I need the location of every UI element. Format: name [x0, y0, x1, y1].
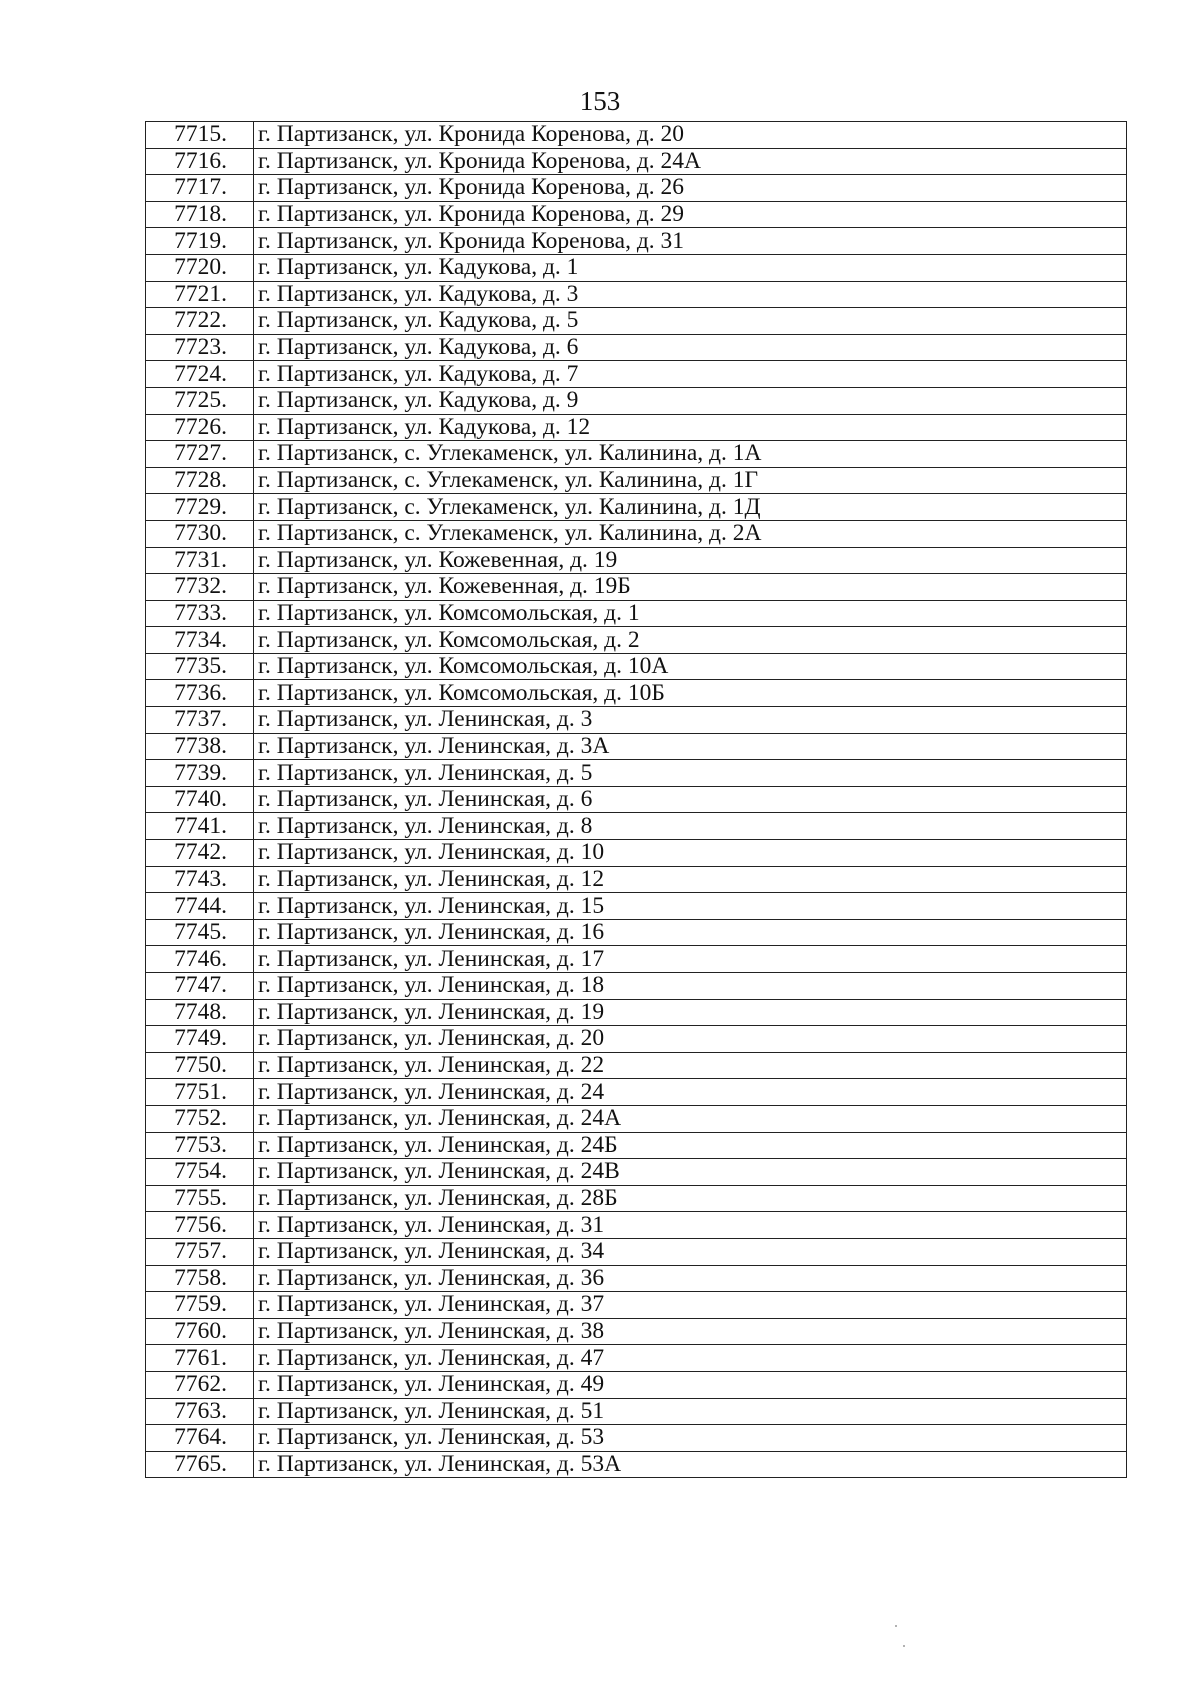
- address-cell: г. Партизанск, ул. Кронида Коренова, д. 24А: [254, 148, 1127, 175]
- address-cell: г. Партизанск, ул. Кадукова, д. 1: [254, 254, 1127, 281]
- table-row: [146, 148, 1127, 175]
- table-row: [146, 254, 1127, 281]
- table-row: [146, 919, 1127, 946]
- row-number-cell: 7748.: [146, 999, 254, 1026]
- table-row: [146, 1265, 1127, 1292]
- table-row: [146, 707, 1127, 734]
- row-number-cell: 7724.: [146, 361, 254, 388]
- address-cell: г. Партизанск, ул. Ленинская, д. 37: [254, 1292, 1127, 1319]
- row-number-cell: 7734.: [146, 627, 254, 654]
- address-cell: г. Партизанск, ул. Ленинская, д. 47: [254, 1345, 1127, 1372]
- address-cell: г. Партизанск, ул. Ленинская, д. 24Б: [254, 1132, 1127, 1159]
- row-number-cell: 7738.: [146, 733, 254, 760]
- table-row: [146, 441, 1127, 468]
- table-row: [146, 840, 1127, 867]
- page-number: 153: [579, 86, 621, 116]
- row-number-cell: 7758.: [146, 1265, 254, 1292]
- table-row: [146, 1132, 1127, 1159]
- address-cell: г. Партизанск, ул. Кожевенная, д. 19Б: [254, 574, 1127, 601]
- address-cell: г. Партизанск, с. Углекаменск, ул. Калинина, д. 1А: [254, 441, 1127, 468]
- table-row: [146, 813, 1127, 840]
- table-row: [146, 893, 1127, 920]
- table-row: [146, 175, 1127, 202]
- address-cell: г. Партизанск, ул. Кадукова, д. 7: [254, 361, 1127, 388]
- row-number-cell: 7741.: [146, 813, 254, 840]
- row-number-cell: 7720.: [146, 254, 254, 281]
- table-row: [146, 760, 1127, 787]
- address-cell: г. Партизанск, ул. Ленинская, д. 34: [254, 1238, 1127, 1265]
- address-cell: г. Партизанск, ул. Ленинская, д. 28Б: [254, 1185, 1127, 1212]
- row-number-cell: 7764.: [146, 1425, 254, 1452]
- row-number-cell: 7735.: [146, 653, 254, 680]
- address-table: [145, 121, 1127, 1478]
- row-number-cell: 7721.: [146, 281, 254, 308]
- table-row: [146, 1079, 1127, 1106]
- table-row: [146, 520, 1127, 547]
- row-number-cell: 7745.: [146, 919, 254, 946]
- address-cell: г. Партизанск, ул. Ленинская, д. 16: [254, 919, 1127, 946]
- row-number-cell: 7747.: [146, 973, 254, 1000]
- address-cell: г. Партизанск, ул. Ленинская, д. 3А: [254, 733, 1127, 760]
- address-cell: г. Партизанск, с. Углекаменск, ул. Калинина, д. 1Г: [254, 467, 1127, 494]
- table-row: [146, 1371, 1127, 1398]
- table-row: [146, 201, 1127, 228]
- table-row: [146, 547, 1127, 574]
- row-number-cell: 7727.: [146, 441, 254, 468]
- row-number-cell: 7737.: [146, 707, 254, 734]
- table-row: [146, 973, 1127, 1000]
- row-number-cell: 7731.: [146, 547, 254, 574]
- row-number-cell: 7719.: [146, 228, 254, 255]
- address-cell: г. Партизанск, ул. Ленинская, д. 53А: [254, 1451, 1127, 1478]
- table-row: [146, 308, 1127, 335]
- row-number-cell: 7733.: [146, 600, 254, 627]
- table-row: [146, 334, 1127, 361]
- row-number-cell: 7728.: [146, 467, 254, 494]
- address-cell: г. Партизанск, ул. Ленинская, д. 22: [254, 1052, 1127, 1079]
- address-cell: г. Партизанск, ул. Ленинская, д. 24В: [254, 1159, 1127, 1186]
- row-number-cell: 7740.: [146, 786, 254, 813]
- table-row: [146, 653, 1127, 680]
- table-row: [146, 600, 1127, 627]
- table-row: [146, 281, 1127, 308]
- table-row: [146, 387, 1127, 414]
- row-number-cell: 7736.: [146, 680, 254, 707]
- address-cell: г. Партизанск, ул. Ленинская, д. 20: [254, 1026, 1127, 1053]
- table-row: [146, 1052, 1127, 1079]
- address-cell: г. Партизанск, ул. Кадукова, д. 3: [254, 281, 1127, 308]
- address-cell: г. Партизанск, ул. Комсомольская, д. 2: [254, 627, 1127, 654]
- row-number-cell: 7739.: [146, 760, 254, 787]
- row-number-cell: 7749.: [146, 1026, 254, 1053]
- row-number-cell: 7742.: [146, 840, 254, 867]
- table-row: [146, 467, 1127, 494]
- address-cell: г. Партизанск, ул. Кронида Коренова, д. 20: [254, 122, 1127, 149]
- table-row: [146, 1212, 1127, 1239]
- address-cell: г. Партизанск, ул. Ленинская, д. 53: [254, 1425, 1127, 1452]
- table-row: [146, 1105, 1127, 1132]
- row-number-cell: 7725.: [146, 387, 254, 414]
- row-number-cell: 7756.: [146, 1212, 254, 1239]
- row-number-cell: 7761.: [146, 1345, 254, 1372]
- table-row: [146, 1026, 1127, 1053]
- table-row: [146, 733, 1127, 760]
- table-row: [146, 1238, 1127, 1265]
- row-number-cell: 7717.: [146, 175, 254, 202]
- table-row: [146, 1425, 1127, 1452]
- address-cell: г. Партизанск, ул. Ленинская, д. 5: [254, 760, 1127, 787]
- row-number-cell: 7753.: [146, 1132, 254, 1159]
- row-number-cell: 7744.: [146, 893, 254, 920]
- row-number-cell: 7750.: [146, 1052, 254, 1079]
- table-row: [146, 627, 1127, 654]
- address-cell: г. Партизанск, ул. Комсомольская, д. 1: [254, 600, 1127, 627]
- address-cell: г. Партизанск, ул. Ленинская, д. 19: [254, 999, 1127, 1026]
- row-number-cell: 7760.: [146, 1318, 254, 1345]
- address-cell: г. Партизанск, ул. Ленинская, д. 6: [254, 786, 1127, 813]
- address-cell: г. Партизанск, ул. Ленинская, д. 36: [254, 1265, 1127, 1292]
- row-number-cell: 7757.: [146, 1238, 254, 1265]
- address-cell: г. Партизанск, ул. Ленинская, д. 18: [254, 973, 1127, 1000]
- table-row: [146, 494, 1127, 521]
- address-cell: г. Партизанск, ул. Ленинская, д. 17: [254, 946, 1127, 973]
- address-cell: г. Партизанск, ул. Ленинская, д. 24А: [254, 1105, 1127, 1132]
- address-table-body: [146, 122, 1127, 1478]
- address-cell: г. Партизанск, ул. Ленинская, д. 24: [254, 1079, 1127, 1106]
- address-cell: г. Партизанск, ул. Кадукова, д. 12: [254, 414, 1127, 441]
- address-cell: г. Партизанск, ул. Ленинская, д. 49: [254, 1371, 1127, 1398]
- row-number-cell: 7722.: [146, 308, 254, 335]
- address-cell: г. Партизанск, ул. Кадукова, д. 6: [254, 334, 1127, 361]
- row-number-cell: 7730.: [146, 520, 254, 547]
- row-number-cell: 7732.: [146, 574, 254, 601]
- row-number-cell: 7726.: [146, 414, 254, 441]
- address-cell: г. Партизанск, ул. Кронида Коренова, д. 31: [254, 228, 1127, 255]
- table-row: [146, 414, 1127, 441]
- table-row: [146, 866, 1127, 893]
- table-row: [146, 574, 1127, 601]
- address-cell: г. Партизанск, ул. Ленинская, д. 3: [254, 707, 1127, 734]
- table-row: [146, 361, 1127, 388]
- address-cell: г. Партизанск, ул. Ленинская, д. 8: [254, 813, 1127, 840]
- table-row: [146, 946, 1127, 973]
- table-row: [146, 680, 1127, 707]
- row-number-cell: 7751.: [146, 1079, 254, 1106]
- address-cell: г. Партизанск, ул. Ленинская, д. 15: [254, 893, 1127, 920]
- table-row: [146, 1292, 1127, 1319]
- table-row: [146, 1159, 1127, 1186]
- row-number-cell: 7715.: [146, 122, 254, 149]
- row-number-cell: 7755.: [146, 1185, 254, 1212]
- row-number-cell: 7763.: [146, 1398, 254, 1425]
- scan-speck: [903, 1645, 905, 1647]
- address-cell: г. Партизанск, ул. Комсомольская, д. 10А: [254, 653, 1127, 680]
- table-row: [146, 1318, 1127, 1345]
- row-number-cell: 7754.: [146, 1159, 254, 1186]
- address-cell: г. Партизанск, ул. Ленинская, д. 38: [254, 1318, 1127, 1345]
- row-number-cell: 7743.: [146, 866, 254, 893]
- address-cell: г. Партизанск, ул. Кожевенная, д. 19: [254, 547, 1127, 574]
- row-number-cell: 7762.: [146, 1371, 254, 1398]
- table-row: [146, 122, 1127, 149]
- table-row: [146, 999, 1127, 1026]
- row-number-cell: 7716.: [146, 148, 254, 175]
- row-number-cell: 7752.: [146, 1105, 254, 1132]
- address-cell: г. Партизанск, ул. Ленинская, д. 31: [254, 1212, 1127, 1239]
- scan-speck: [895, 1625, 897, 1627]
- row-number-cell: 7718.: [146, 201, 254, 228]
- table-row: [146, 1451, 1127, 1478]
- address-cell: г. Партизанск, ул. Ленинская, д. 51: [254, 1398, 1127, 1425]
- address-cell: г. Партизанск, с. Углекаменск, ул. Калинина, д. 2А: [254, 520, 1127, 547]
- address-cell: г. Партизанск, ул. Кадукова, д. 9: [254, 387, 1127, 414]
- address-cell: г. Партизанск, ул. Ленинская, д. 12: [254, 866, 1127, 893]
- row-number-cell: 7729.: [146, 494, 254, 521]
- address-cell: г. Партизанск, ул. Ленинская, д. 10: [254, 840, 1127, 867]
- table-row: [146, 786, 1127, 813]
- table-row: [146, 1185, 1127, 1212]
- address-cell: г. Партизанск, ул. Кронида Коренова, д. 29: [254, 201, 1127, 228]
- table-row: [146, 228, 1127, 255]
- row-number-cell: 7765.: [146, 1451, 254, 1478]
- address-cell: г. Партизанск, ул. Комсомольская, д. 10Б: [254, 680, 1127, 707]
- address-cell: г. Партизанск, ул. Кронида Коренова, д. 26: [254, 175, 1127, 202]
- address-cell: г. Партизанск, ул. Кадукова, д. 5: [254, 308, 1127, 335]
- table-row: [146, 1345, 1127, 1372]
- table-row: [146, 1398, 1127, 1425]
- address-cell: г. Партизанск, с. Углекаменск, ул. Калинина, д. 1Д: [254, 494, 1127, 521]
- row-number-cell: 7723.: [146, 334, 254, 361]
- row-number-cell: 7759.: [146, 1292, 254, 1319]
- row-number-cell: 7746.: [146, 946, 254, 973]
